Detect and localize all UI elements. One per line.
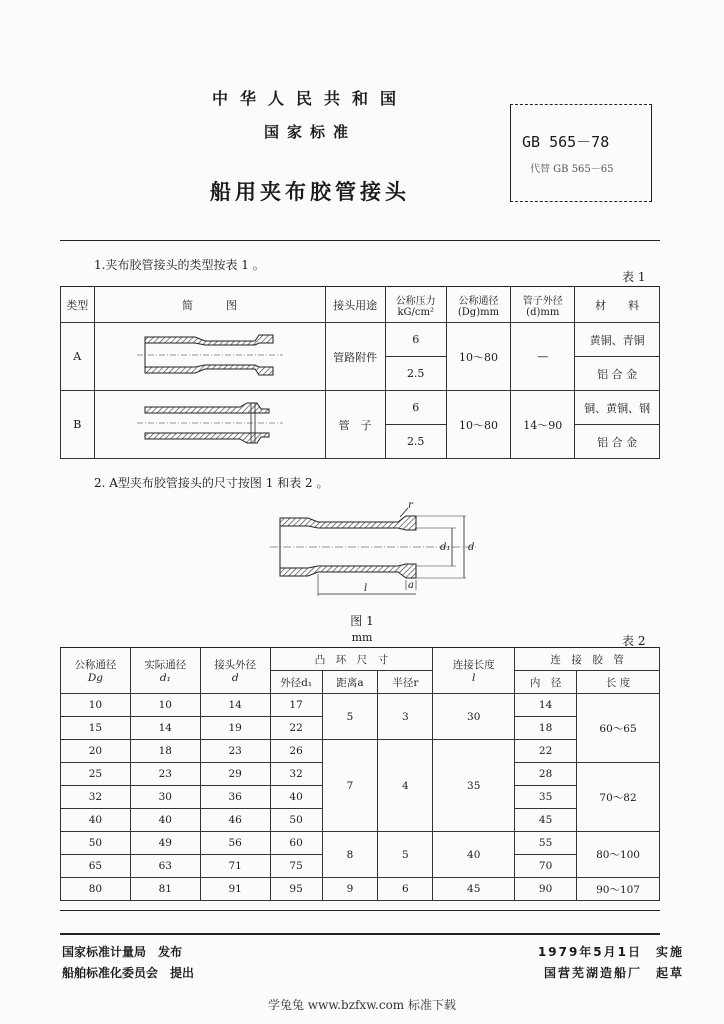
t2-hose-id: 70	[515, 855, 577, 878]
footer-rule	[60, 933, 660, 935]
t2-d1: 23	[130, 763, 200, 786]
t1-m2-a: 铝 合 金	[575, 357, 660, 391]
table-row	[61, 391, 660, 425]
t2-od: 56	[200, 832, 270, 855]
t2-hose-id: 35	[515, 786, 577, 809]
t2-h-hose: 连 接 胶 管	[515, 648, 660, 671]
t2-h-d1-label: 实际通径	[144, 659, 187, 671]
t2-od: 29	[200, 763, 270, 786]
t2-dg: 80	[61, 878, 131, 901]
table-row	[61, 323, 660, 357]
t2-h-od-sym: d	[231, 672, 239, 684]
t2-hose-id: 22	[515, 740, 577, 763]
t2-l: 40	[433, 832, 515, 878]
t2-h-ring: 凸 环 尺 寸	[270, 648, 433, 671]
t2-ring-od: 75	[270, 855, 322, 878]
t1-h-sketch: 简 图	[94, 287, 325, 323]
table-row	[61, 740, 660, 763]
t2-ring-od: 32	[270, 763, 322, 786]
table1	[60, 286, 660, 459]
t2-r: 6	[378, 878, 433, 901]
t2-od: 71	[200, 855, 270, 878]
footer-drafter: 国营芜湖造船厂 起草	[543, 966, 684, 980]
t2-l: 30	[433, 694, 515, 740]
t1-od-a: —	[511, 323, 575, 391]
t2-d1: 81	[130, 878, 200, 901]
t2-ring-od: 40	[270, 786, 322, 809]
t2-ring-od: 17	[270, 694, 322, 717]
t1-p1-a: 6	[385, 323, 446, 357]
t2-ring-od: 60	[270, 832, 322, 855]
t2-r: 5	[378, 832, 433, 878]
header-country: 中华人民共和国	[211, 89, 408, 108]
t2-hose-id: 28	[515, 763, 577, 786]
t2-d1: 14	[130, 717, 200, 740]
t1-od-b: 14～90	[511, 391, 575, 459]
table-row	[61, 694, 660, 717]
type-a-sketch	[135, 327, 285, 383]
t2-d1: 18	[130, 740, 200, 763]
t2-hose-id: 14	[515, 694, 577, 717]
t2-hose-len: 70～82	[577, 763, 660, 832]
t1-h-od: 管子外径 (d)mm	[511, 287, 575, 323]
t2-od: 14	[200, 694, 270, 717]
t1-p1-b: 6	[385, 391, 446, 425]
t2-a: 9	[322, 878, 378, 901]
standard-number: GB 565－78	[522, 133, 610, 151]
t2-ring-od: 22	[270, 717, 322, 740]
fig-label-a: a	[408, 580, 414, 591]
t1-m2-b: 铝 合 金	[575, 425, 660, 459]
t2-h-d1-sym: d₁	[159, 672, 171, 684]
footer-issuer: 国家标准计量局 发布	[62, 945, 183, 959]
t2-od: 36	[200, 786, 270, 809]
table-row	[61, 878, 660, 901]
t1-h-pressure: 公称压力 kG/cm²	[385, 287, 446, 323]
t1-p2-b: 2.5	[385, 425, 446, 459]
t1-m1-b: 铜、黄铜、钢	[575, 391, 660, 425]
t1-dg-a: 10～80	[446, 323, 510, 391]
footer-proposer: 船舶标准化委员会 提出	[62, 966, 195, 980]
t1-m1-a: 黄铜、青铜	[575, 323, 660, 357]
t2-dg: 25	[61, 763, 131, 786]
t2-dg: 65	[61, 855, 131, 878]
header-standard-type: 国家标准	[263, 123, 356, 141]
t2-h-dg-sym: Dg	[87, 672, 103, 684]
table2-caption: 表 2	[622, 634, 646, 648]
t2-a: 8	[322, 832, 378, 878]
t1-use-a: 管路附件	[325, 323, 385, 391]
t1-type-b: B	[61, 391, 95, 459]
t2-od: 46	[200, 809, 270, 832]
t2-hose-len: 90～107	[577, 878, 660, 901]
t2-dg: 40	[61, 809, 131, 832]
t2-h-ring-a: 距离a	[322, 671, 378, 694]
t2-dg: 15	[61, 717, 131, 740]
section1-text: 1.夹布胶管接头的类型按表 1 。	[94, 258, 265, 272]
t2-h-dg	[61, 648, 131, 694]
standard-replaces: 代替 GB 565－65	[530, 164, 614, 175]
fig-label-r: r	[408, 500, 413, 511]
t2-od: 91	[200, 878, 270, 901]
t2-ring-od: 50	[270, 809, 322, 832]
t2-d1: 30	[130, 786, 200, 809]
t2-r: 4	[378, 740, 433, 832]
t2-ring-od: 26	[270, 740, 322, 763]
t1-h-dg: 公称通径 (Dg)mm	[446, 287, 510, 323]
t2-r: 3	[378, 694, 433, 740]
t2-a: 7	[322, 740, 378, 832]
t2-hose-id: 55	[515, 832, 577, 855]
section2-text: 2. A型夹布胶管接头的尺寸按图 1 和表 2 。	[94, 476, 329, 490]
t2-dg: 10	[61, 694, 131, 717]
watermark: 学兔兔 www.bzfxw.com 标准下载	[267, 998, 457, 1012]
t1-h-material: 材 料	[575, 287, 660, 323]
fig-label-l: l	[364, 583, 368, 594]
t2-h-len	[433, 648, 515, 694]
t2-h-ring-od: 外径d₁	[270, 671, 322, 694]
standard-number-box	[510, 104, 652, 202]
t2-l: 35	[433, 740, 515, 832]
t2-h-od	[200, 648, 270, 694]
t2-h-len-label: 连接长度	[452, 659, 495, 671]
t2-d1: 63	[130, 855, 200, 878]
t1-type-a: A	[61, 323, 95, 391]
t1-h-type: 类型	[61, 287, 95, 323]
t2-h-d1	[130, 648, 200, 694]
t2-h-len-sym: l	[472, 672, 476, 684]
figure1-drawing	[268, 500, 478, 605]
t2-h-ring-r: 半径r	[378, 671, 433, 694]
table1-caption: 表 1	[622, 270, 646, 284]
t2-l: 45	[433, 878, 515, 901]
type-b-sketch	[135, 395, 285, 451]
t2-hose-id: 18	[515, 717, 577, 740]
document-title: 船用夹布胶管接头	[210, 179, 410, 204]
fig-label-d1: d₁	[440, 542, 451, 553]
t2-h-dg-label: 公称通径	[74, 659, 117, 671]
t1-h-use: 接头用途	[325, 287, 385, 323]
t1-sketch-a	[94, 323, 325, 391]
top-rule	[60, 240, 660, 241]
t1-sketch-b	[94, 391, 325, 459]
table2-unit: mm	[351, 631, 373, 644]
t1-dg-b: 10～80	[446, 391, 510, 459]
t1-use-b: 管 子	[325, 391, 385, 459]
t2-a: 5	[322, 694, 378, 740]
t2-h-hose-len: 长 度	[577, 671, 660, 694]
t2-hose-len: 80～100	[577, 832, 660, 878]
t2-od: 23	[200, 740, 270, 763]
t2-d1: 10	[130, 694, 200, 717]
table2	[60, 647, 660, 901]
t2-dg: 20	[61, 740, 131, 763]
t1-p2-a: 2.5	[385, 357, 446, 391]
t2-hose-id: 90	[515, 878, 577, 901]
t2-h-hose-id: 内 径	[515, 671, 577, 694]
t2-od: 19	[200, 717, 270, 740]
table2-bottom-rule	[60, 910, 660, 911]
figure1-caption: 图 1	[350, 614, 374, 628]
fig-label-d: d	[468, 542, 475, 553]
t2-h-od-label: 接头外径	[214, 659, 257, 671]
t2-dg: 32	[61, 786, 131, 809]
t2-hose-len: 60～65	[577, 694, 660, 763]
t2-ring-od: 95	[270, 878, 322, 901]
t2-dg: 50	[61, 832, 131, 855]
t2-hose-id: 45	[515, 809, 577, 832]
t2-d1: 49	[130, 832, 200, 855]
footer-date: 1979年5月1日 实施	[537, 945, 684, 959]
t2-d1: 40	[130, 809, 200, 832]
table-row	[61, 832, 660, 855]
